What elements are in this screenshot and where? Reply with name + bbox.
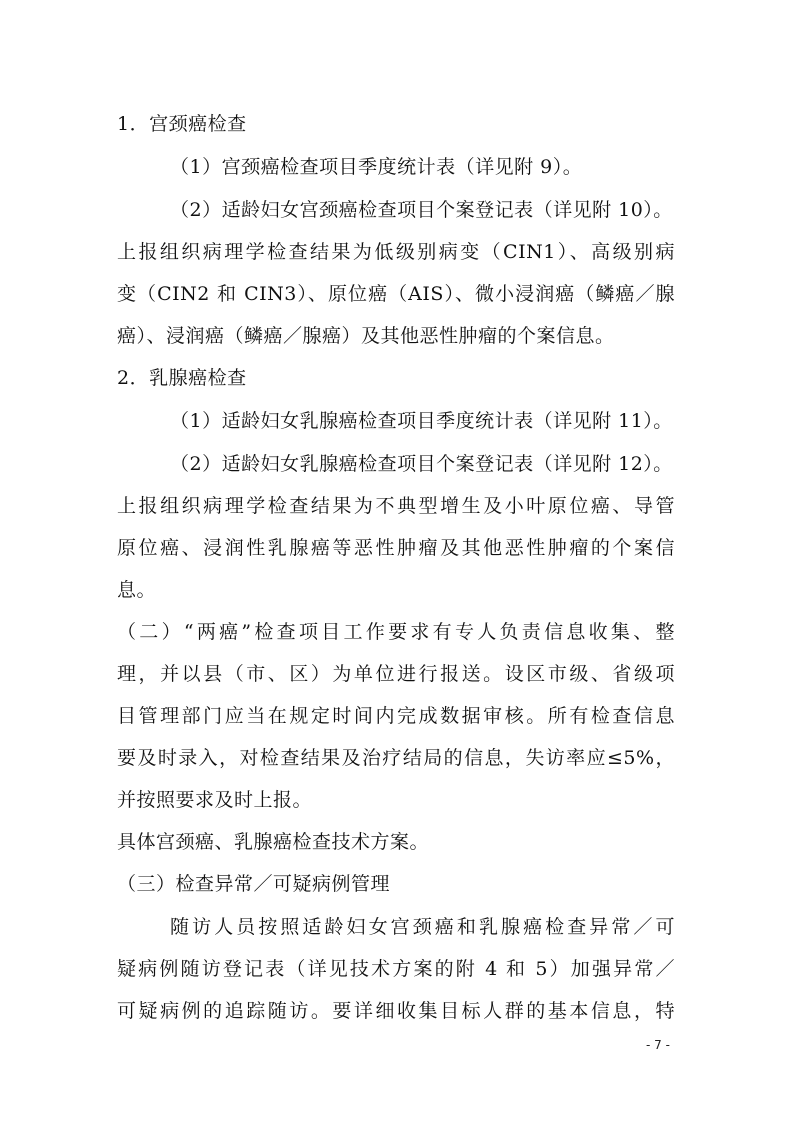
text-line: 可疑病例的追踪随访。要详细收集目标人群的基本信息，特 [117, 1000, 675, 1022]
text-line: （2）适龄妇女宫颈癌检查项目个案登记表（详见附 10）。 [170, 199, 673, 221]
text-line: 并按照要求及时上报。 [117, 789, 313, 811]
text-line: 理，并以县（市、区）为单位进行报送。设区市级、省级项 [117, 663, 675, 685]
text-line: （1）适龄妇女乳腺癌检查项目季度统计表（详见附 11）。 [170, 410, 673, 432]
text-line: 随访人员按照适龄妇女宫颈癌和乳腺癌检查异常／可 [170, 916, 675, 938]
text-line: （2）适龄妇女乳腺癌检查项目个案登记表（详见附 12）。 [170, 453, 673, 475]
text-line: 疑病例随访登记表（详见技术方案的附 4 和 5）加强异常／ [117, 958, 675, 980]
text-line: 具体宫颈癌、乳腺癌检查技术方案。 [117, 831, 430, 853]
text-line: 上报组织病理学检查结果为低级别病变（CIN1）、高级别病 [117, 241, 675, 263]
heading-abnormal-case-management: （三）检查异常／可疑病例管理 [117, 873, 391, 895]
text-line: 要及时录入，对检查结果及治疗结局的信息，失访率应≤5%， [117, 747, 675, 769]
heading-cervical-cancer-check: 1．宫颈癌检查 [117, 113, 247, 135]
heading-breast-cancer-check: 2．乳腺癌检查 [117, 367, 247, 389]
text-line: 变（CIN2 和 CIN3）、原位癌（AIS）、微小浸润癌（鳞癌／腺 [117, 283, 675, 305]
page-number: - 7 - [646, 1038, 670, 1052]
text-line: 原位癌、浸润性乳腺癌等恶性肿瘤及其他恶性肿瘤的个案信 [117, 537, 675, 559]
text-line: 癌）、浸润癌（鳞癌／腺癌）及其他恶性肿瘤的个案信息。 [117, 325, 615, 347]
text-line: （1）宫颈癌检查项目季度统计表（详见附 9）。 [170, 156, 583, 178]
text-line: 上报组织病理学检查结果为不典型增生及小叶原位癌、导管 [117, 495, 675, 517]
heading-work-requirements: （二）“两癌”检查项目工作要求有专人负责信息收集、整 [117, 621, 675, 643]
text-line: 息。 [117, 579, 157, 601]
text-line: 目管理部门应当在规定时间内完成数据审核。所有检查信息 [117, 705, 675, 727]
